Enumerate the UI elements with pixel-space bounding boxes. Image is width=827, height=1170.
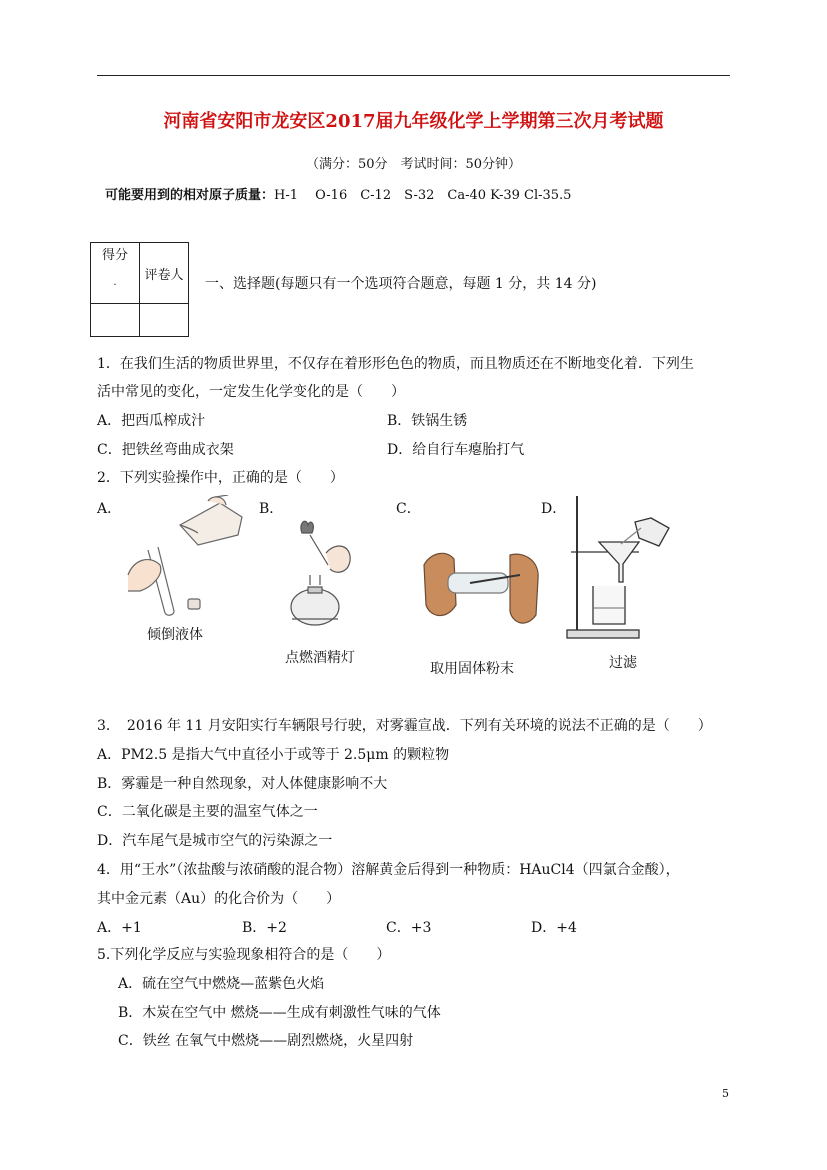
score-cell — [91, 243, 140, 304]
q4-option-a: A．+1 — [97, 920, 142, 936]
q2-option-b: B． — [259, 501, 284, 517]
section-title: 一、选择题(每题只有一个选项符合题意，每题 1 分，共 14 分) — [205, 276, 597, 292]
filtration-apparatus-illustration — [563, 490, 683, 642]
pouring-liquid-illustration — [120, 495, 250, 620]
q2-option-a: A． — [97, 501, 122, 517]
page-number: 5 — [722, 1087, 729, 1100]
score-table — [90, 242, 189, 337]
q2-option-d: D． — [541, 501, 567, 517]
q4-option-c: C．+3 — [386, 920, 432, 936]
figure-label-c: 取用固体粉末 — [430, 661, 514, 677]
q3-option-a: A．PM2.5 是指大气中直径小于或等于 2.5μm 的颗粒物 — [97, 747, 450, 763]
figure-label-b: 点燃酒精灯 — [285, 650, 355, 666]
q3-stem: 3． 2016 年 11 月安阳实行车辆限号行驶，对雾霾宣战．下列有关环境的说法不正确的是（ ） — [97, 718, 712, 734]
grader-cell — [140, 243, 189, 304]
q3-option-c: C．二氧化碳是主要的温室气体之一 — [97, 804, 318, 820]
q1-stem-line1: 1．在我们生活的物质世界里，不仅存在着形形色色的物质，而且物质还在不断地变化着．下列生 — [97, 356, 694, 372]
atomic-masses-label: 可能要用到的相对原子质量： — [105, 188, 275, 203]
score-dot: . — [113, 277, 117, 288]
q3-option-d: D．汽车尾气是城市空气的污染源之一 — [97, 833, 333, 849]
q5-stem: 5.下列化学反应与实验现象相符合的是（ ） — [97, 947, 391, 963]
figure-label-d: 过滤 — [609, 655, 637, 671]
q4-option-d: D．+4 — [531, 920, 577, 936]
score-entry-cell — [91, 304, 140, 337]
figure-label-a: 倾倒液体 — [147, 627, 203, 643]
q1-option-d: D．给自行车瘪胎打气 — [387, 442, 525, 458]
header-rule — [97, 75, 730, 76]
grader-entry-cell — [140, 304, 189, 337]
q1-option-c: C．把铁丝弯曲成衣架 — [97, 442, 234, 458]
q1-option-a: A．把西瓜榨成汁 — [97, 413, 206, 429]
exam-info: （满分：50分 考试时间：50分钟） — [305, 157, 522, 172]
q3-option-b: B．雾霾是一种自然现象，对人体健康影响不大 — [97, 776, 388, 792]
q2-stem: 2．下列实验操作中，正确的是（ ） — [97, 470, 344, 486]
q4-stem-line2: 其中金元素（Au）的化合价为（ ） — [97, 891, 341, 907]
taking-solid-powder-illustration — [420, 545, 545, 650]
page-title: 河南省安阳市龙安区2017届九年级化学上学期第三次月考试题 — [163, 111, 664, 132]
q4-stem-line1: 4．用“王水”（浓盐酸与浓硝酸的混合物）溶解黄金后得到一种物质：HAuCl4（四氯合金酸）， — [97, 862, 680, 878]
q1-option-b: B．铁锅生锈 — [387, 413, 468, 429]
q5-option-a: A．硫在空气中燃烧—蓝紫色火焰 — [118, 976, 325, 992]
atomic-masses — [105, 184, 571, 203]
q5-option-c: C．铁丝 在氧气中燃烧——剧烈燃烧，火星四射 — [118, 1033, 414, 1049]
grader-label: 评卷人 — [144, 267, 184, 283]
lighting-alcohol-lamp-illustration — [280, 515, 360, 630]
score-label: 得分 — [101, 248, 128, 263]
q5-option-b: B．木炭在空气中 燃烧——生成有刺激性气味的气体 — [118, 1005, 441, 1021]
atomic-masses-values: H-1 O-16 C-12 S-32 Ca-40 K-39 Cl-35.5 — [274, 188, 572, 203]
q2-option-c: C． — [396, 501, 421, 517]
q4-option-b: B．+2 — [242, 920, 287, 936]
q1-stem-line2: 活中常见的变化，一定发生化学变化的是（ ） — [97, 384, 405, 400]
